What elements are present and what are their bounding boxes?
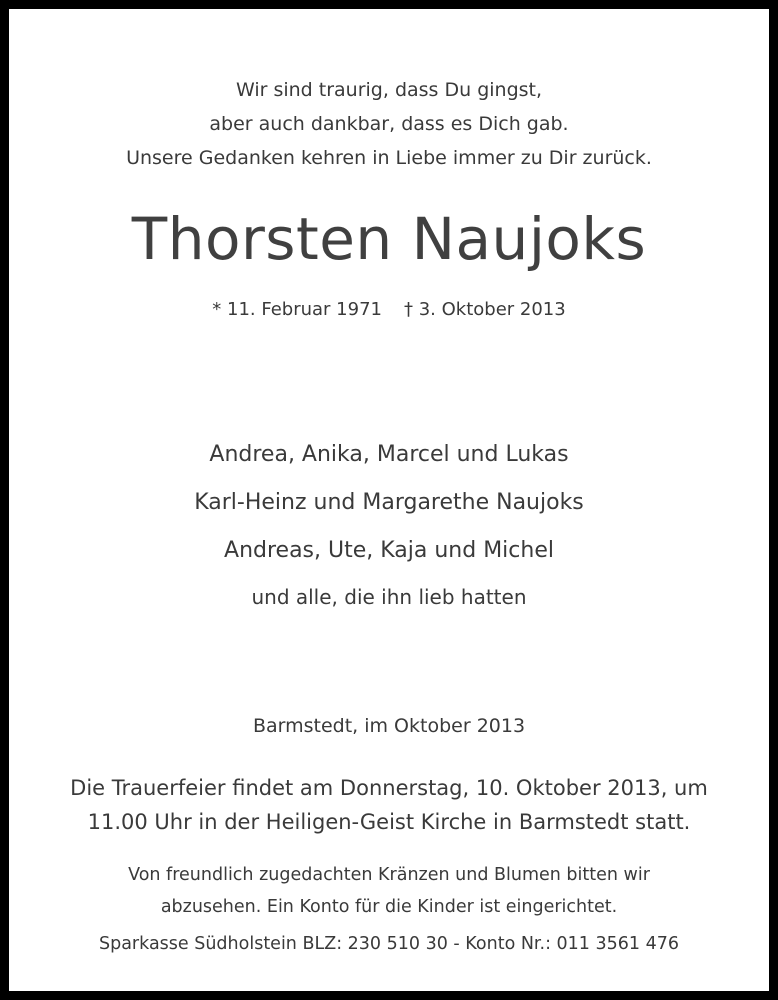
verse-line-1: Wir sind traurig, dass Du gingst, bbox=[235, 79, 543, 101]
request-line-2: abzusehen. Ein Konto für die Kinder ist eingerichtet. bbox=[160, 897, 618, 917]
mourner-line-4: und alle, die ihn lieb hatten bbox=[251, 585, 527, 609]
mourner-line-3: Andreas, Ute, Kaja und Michel bbox=[224, 538, 554, 563]
verse-line-2: aber auch dankbar, dass es Dich gab. bbox=[209, 113, 569, 135]
mourner-line-1: Andrea, Anika, Marcel und Lukas bbox=[209, 442, 569, 467]
death-date: † 3. Oktober 2013 bbox=[404, 299, 566, 320]
funeral-info-line-1: Die Trauerfeier findet am Donnerstag, 10. Oktober 2013, um bbox=[70, 776, 708, 800]
funeral-info-line-2: 11.00 Uhr in der Heiligen-Geist Kirche in Barmstedt statt. bbox=[87, 810, 691, 834]
deceased-name: Thorsten Naujoks bbox=[131, 205, 647, 273]
mourner-line-2: Karl-Heinz und Margarethe Naujoks bbox=[194, 490, 584, 515]
verse-line-3: Unsere Gedanken kehren in Liebe immer zu Dir zurück. bbox=[126, 147, 652, 169]
life-dates bbox=[9, 299, 769, 320]
place-date: Barmstedt, im Oktober 2013 bbox=[252, 715, 526, 737]
birth-date: * 11. Februar 1971 bbox=[212, 299, 382, 320]
bank-details: Sparkasse Südholstein BLZ: 230 510 30 - Konto Nr.: 011 3561 476 bbox=[98, 934, 680, 954]
request-line-1: Von freundlich zugedachten Kränzen und Blumen bitten wir bbox=[128, 865, 650, 885]
